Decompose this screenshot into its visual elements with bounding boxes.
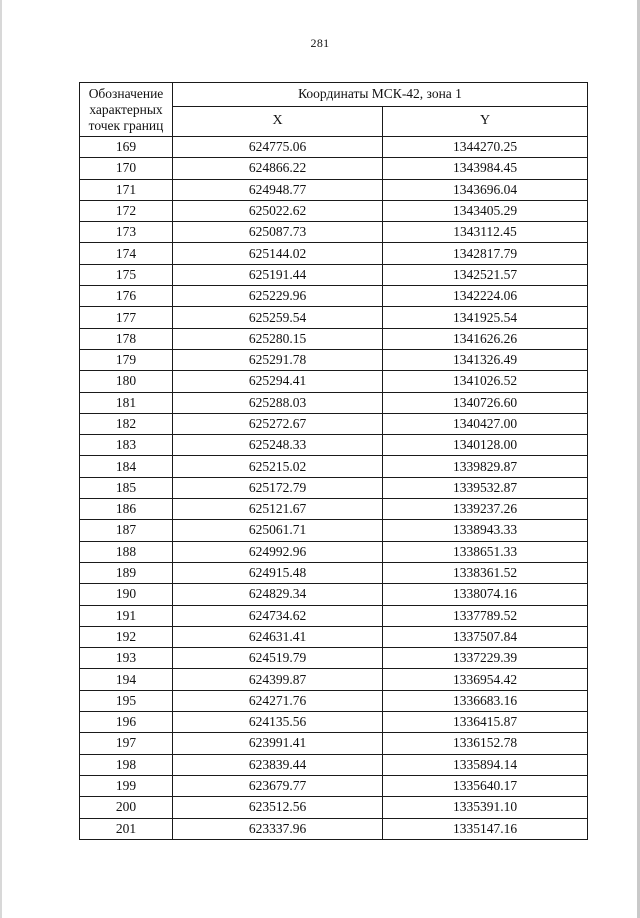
- point-cell: 185: [80, 477, 173, 498]
- table-header: [80, 83, 588, 137]
- table-row: [80, 435, 588, 456]
- y-coordinate-cell: 1337789.52: [383, 605, 588, 626]
- point-cell: 187: [80, 520, 173, 541]
- point-cell: 170: [80, 158, 173, 179]
- y-coordinate-cell: 1337507.84: [383, 626, 588, 647]
- table-row: [80, 626, 588, 647]
- table-row: [80, 392, 588, 413]
- y-coordinate-cell: 1344270.25: [383, 137, 588, 158]
- point-cell: 193: [80, 648, 173, 669]
- point-cell: 196: [80, 712, 173, 733]
- table-row: [80, 499, 588, 520]
- table-row: [80, 754, 588, 775]
- x-coordinate-cell: 623337.96: [173, 818, 383, 839]
- point-cell: 200: [80, 797, 173, 818]
- point-cell: 173: [80, 222, 173, 243]
- y-coordinate-cell: 1343696.04: [383, 179, 588, 200]
- coordinates-table: [79, 82, 588, 840]
- table-row: [80, 222, 588, 243]
- point-cell: 199: [80, 775, 173, 796]
- y-coordinate-cell: 1343405.29: [383, 200, 588, 221]
- x-coordinate-cell: 625087.73: [173, 222, 383, 243]
- y-coordinate-cell: 1340128.00: [383, 435, 588, 456]
- point-cell: 188: [80, 541, 173, 562]
- y-coordinate-cell: 1338651.33: [383, 541, 588, 562]
- table-row: [80, 733, 588, 754]
- x-coordinate-cell: 625172.79: [173, 477, 383, 498]
- y-coordinate-cell: 1341326.49: [383, 349, 588, 370]
- header-point-designation: [80, 83, 173, 137]
- table-row: [80, 158, 588, 179]
- x-coordinate-cell: 625288.03: [173, 392, 383, 413]
- x-coordinate-cell: 624271.76: [173, 690, 383, 711]
- table-row: [80, 584, 588, 605]
- point-cell: 176: [80, 286, 173, 307]
- x-coordinate-cell: 624866.22: [173, 158, 383, 179]
- table-row: [80, 243, 588, 264]
- table-row: [80, 690, 588, 711]
- point-cell: 190: [80, 584, 173, 605]
- point-cell: 198: [80, 754, 173, 775]
- point-cell: 169: [80, 137, 173, 158]
- x-coordinate-cell: 624948.77: [173, 179, 383, 200]
- table-row: [80, 797, 588, 818]
- y-coordinate-cell: 1338074.16: [383, 584, 588, 605]
- y-coordinate-cell: 1342817.79: [383, 243, 588, 264]
- y-coordinate-cell: 1336152.78: [383, 733, 588, 754]
- point-cell: 172: [80, 200, 173, 221]
- y-coordinate-cell: 1343112.45: [383, 222, 588, 243]
- x-coordinate-cell: 624519.79: [173, 648, 383, 669]
- x-coordinate-cell: 625229.96: [173, 286, 383, 307]
- x-coordinate-cell: 625215.02: [173, 456, 383, 477]
- y-coordinate-cell: 1339237.26: [383, 499, 588, 520]
- point-cell: 195: [80, 690, 173, 711]
- x-coordinate-cell: 625259.54: [173, 307, 383, 328]
- table-row: [80, 712, 588, 733]
- x-coordinate-cell: 625272.67: [173, 413, 383, 434]
- point-cell: 197: [80, 733, 173, 754]
- x-coordinate-cell: 624734.62: [173, 605, 383, 626]
- y-coordinate-cell: 1341626.26: [383, 328, 588, 349]
- point-cell: 178: [80, 328, 173, 349]
- point-cell: 180: [80, 371, 173, 392]
- x-coordinate-cell: 624915.48: [173, 562, 383, 583]
- table-row: [80, 286, 588, 307]
- y-coordinate-cell: 1336683.16: [383, 690, 588, 711]
- point-cell: 201: [80, 818, 173, 839]
- x-coordinate-cell: 625121.67: [173, 499, 383, 520]
- x-coordinate-cell: 624399.87: [173, 669, 383, 690]
- y-coordinate-cell: 1335640.17: [383, 775, 588, 796]
- x-coordinate-cell: 624135.56: [173, 712, 383, 733]
- y-coordinate-cell: 1342521.57: [383, 264, 588, 285]
- x-coordinate-cell: 624829.34: [173, 584, 383, 605]
- point-cell: 184: [80, 456, 173, 477]
- table-row: [80, 456, 588, 477]
- table-row: [80, 179, 588, 200]
- y-coordinate-cell: 1340427.00: [383, 413, 588, 434]
- x-coordinate-cell: 623679.77: [173, 775, 383, 796]
- table-row: [80, 541, 588, 562]
- table-row: [80, 477, 588, 498]
- table-row: [80, 307, 588, 328]
- x-coordinate-cell: 625280.15: [173, 328, 383, 349]
- table-row: [80, 818, 588, 839]
- y-coordinate-cell: 1336415.87: [383, 712, 588, 733]
- y-coordinate-cell: 1341026.52: [383, 371, 588, 392]
- x-coordinate-cell: 623839.44: [173, 754, 383, 775]
- table-row: [80, 648, 588, 669]
- y-coordinate-cell: 1335147.16: [383, 818, 588, 839]
- y-coordinate-cell: 1337229.39: [383, 648, 588, 669]
- x-coordinate-cell: 623991.41: [173, 733, 383, 754]
- y-coordinate-cell: 1335391.10: [383, 797, 588, 818]
- table-row: [80, 328, 588, 349]
- point-cell: 171: [80, 179, 173, 200]
- table-row: [80, 349, 588, 370]
- y-coordinate-cell: 1338943.33: [383, 520, 588, 541]
- x-coordinate-cell: 625061.71: [173, 520, 383, 541]
- x-coordinate-cell: 624992.96: [173, 541, 383, 562]
- y-coordinate-cell: 1339829.87: [383, 456, 588, 477]
- x-coordinate-cell: 625144.02: [173, 243, 383, 264]
- table-row: [80, 605, 588, 626]
- table-row: [80, 562, 588, 583]
- y-coordinate-cell: 1338361.52: [383, 562, 588, 583]
- header-point-line: точек границ: [88, 118, 164, 133]
- point-cell: 189: [80, 562, 173, 583]
- page-number: 281: [310, 36, 330, 50]
- x-coordinate-cell: 625022.62: [173, 200, 383, 221]
- x-coordinate-cell: 624631.41: [173, 626, 383, 647]
- y-coordinate-cell: 1343984.45: [383, 158, 588, 179]
- point-cell: 186: [80, 499, 173, 520]
- point-cell: 174: [80, 243, 173, 264]
- table-row: [80, 775, 588, 796]
- point-cell: 175: [80, 264, 173, 285]
- x-coordinate-cell: 625191.44: [173, 264, 383, 285]
- header-y: Y: [383, 106, 588, 136]
- table-row: [80, 137, 588, 158]
- header-point-line: Обозначение: [88, 86, 164, 101]
- x-coordinate-cell: 625294.41: [173, 371, 383, 392]
- header-x: X: [173, 106, 383, 136]
- header-point-line: характерных: [89, 102, 163, 117]
- table-row: [80, 371, 588, 392]
- point-cell: 183: [80, 435, 173, 456]
- table-row: [80, 520, 588, 541]
- table-body: [80, 137, 588, 840]
- y-coordinate-cell: 1342224.06: [383, 286, 588, 307]
- point-cell: 177: [80, 307, 173, 328]
- point-cell: 191: [80, 605, 173, 626]
- x-coordinate-cell: 625248.33: [173, 435, 383, 456]
- point-cell: 194: [80, 669, 173, 690]
- point-cell: 179: [80, 349, 173, 370]
- table-row: [80, 200, 588, 221]
- scan-edge-left: [0, 0, 2, 918]
- table-row: [80, 264, 588, 285]
- point-cell: 182: [80, 413, 173, 434]
- x-coordinate-cell: 625291.78: [173, 349, 383, 370]
- header-coordinate-system: Координаты МСК-42, зона 1: [173, 83, 588, 107]
- y-coordinate-cell: 1339532.87: [383, 477, 588, 498]
- y-coordinate-cell: 1340726.60: [383, 392, 588, 413]
- point-cell: 192: [80, 626, 173, 647]
- point-cell: 181: [80, 392, 173, 413]
- y-coordinate-cell: 1335894.14: [383, 754, 588, 775]
- table-row: [80, 413, 588, 434]
- table-row: [80, 669, 588, 690]
- x-coordinate-cell: 624775.06: [173, 137, 383, 158]
- y-coordinate-cell: 1336954.42: [383, 669, 588, 690]
- x-coordinate-cell: 623512.56: [173, 797, 383, 818]
- y-coordinate-cell: 1341925.54: [383, 307, 588, 328]
